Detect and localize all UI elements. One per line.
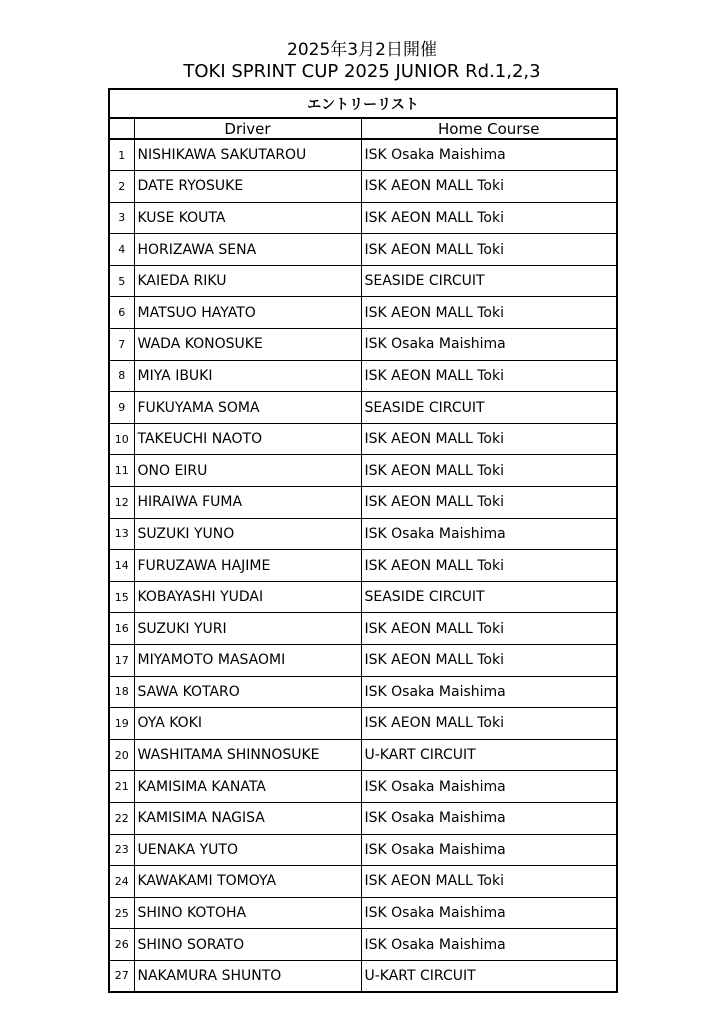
- column-header-number: [109, 118, 134, 139]
- home-course: SEASIDE CIRCUIT: [361, 392, 617, 424]
- driver-name: NISHIKAWA SAKUTAROU: [134, 139, 361, 171]
- driver-name: KAMISIMA KANATA: [134, 771, 361, 803]
- home-course: ISK AEON MALL Toki: [361, 866, 617, 898]
- home-course: SEASIDE CIRCUIT: [361, 265, 617, 297]
- driver-name: MIYA IBUKI: [134, 360, 361, 392]
- table-row: [109, 455, 617, 487]
- entry-number: 3: [109, 202, 134, 234]
- table-row: [109, 392, 617, 424]
- driver-name: SUZUKI YUNO: [134, 518, 361, 550]
- driver-name: SHINO KOTOHA: [134, 897, 361, 929]
- entry-number: 1: [109, 139, 134, 171]
- entry-number: 26: [109, 929, 134, 961]
- table-row: [109, 676, 617, 708]
- entry-number: 18: [109, 676, 134, 708]
- driver-name: FURUZAWA HAJIME: [134, 550, 361, 582]
- entry-number: 27: [109, 960, 134, 992]
- entry-number: 8: [109, 360, 134, 392]
- table-row: [109, 960, 617, 992]
- table-row: [109, 487, 617, 519]
- column-header-home-course: Home Course: [361, 118, 617, 139]
- home-course: ISK Osaka Maishima: [361, 897, 617, 929]
- entry-number: 7: [109, 329, 134, 361]
- driver-name: SUZUKI YURI: [134, 613, 361, 645]
- table-row: [109, 297, 617, 329]
- entry-number: 17: [109, 645, 134, 677]
- table-row: [109, 581, 617, 613]
- home-course: SEASIDE CIRCUIT: [361, 581, 617, 613]
- table-caption-row: [109, 89, 617, 118]
- home-course: ISK Osaka Maishima: [361, 929, 617, 961]
- entry-number: 4: [109, 234, 134, 266]
- driver-name: KAWAKAMI TOMOYA: [134, 866, 361, 898]
- table-row: [109, 423, 617, 455]
- driver-name: WADA KONOSUKE: [134, 329, 361, 361]
- home-course: ISK AEON MALL Toki: [361, 202, 617, 234]
- entry-number: 16: [109, 613, 134, 645]
- table-row: [109, 329, 617, 361]
- driver-name: NAKAMURA SHUNTO: [134, 960, 361, 992]
- entry-number: 24: [109, 866, 134, 898]
- table-row: [109, 802, 617, 834]
- table-row: [109, 866, 617, 898]
- table-row: [109, 929, 617, 961]
- home-course: U-KART CIRCUIT: [361, 960, 617, 992]
- table-row: [109, 171, 617, 203]
- driver-name: TAKEUCHI NAOTO: [134, 423, 361, 455]
- home-course: ISK Osaka Maishima: [361, 139, 617, 171]
- home-course: ISK Osaka Maishima: [361, 518, 617, 550]
- entry-number: 15: [109, 581, 134, 613]
- column-header-driver: Driver: [134, 118, 361, 139]
- event-title: TOKI SPRINT CUP 2025 JUNIOR Rd.1,2,3: [183, 61, 541, 82]
- home-course: ISK Osaka Maishima: [361, 834, 617, 866]
- driver-name: WASHITAMA SHINNOSUKE: [134, 739, 361, 771]
- home-course: ISK Osaka Maishima: [361, 771, 617, 803]
- driver-name: OYA KOKI: [134, 708, 361, 740]
- home-course: ISK AEON MALL Toki: [361, 297, 617, 329]
- table-row: [109, 613, 617, 645]
- table-row: [109, 265, 617, 297]
- driver-name: KOBAYASHI YUDAI: [134, 581, 361, 613]
- home-course: ISK AEON MALL Toki: [361, 171, 617, 203]
- driver-name: HIRAIWA FUMA: [134, 487, 361, 519]
- table-row: [109, 708, 617, 740]
- driver-name: SHINO SORATO: [134, 929, 361, 961]
- home-course: U-KART CIRCUIT: [361, 739, 617, 771]
- entry-number: 25: [109, 897, 134, 929]
- table-row: [109, 645, 617, 677]
- driver-name: SAWA KOTARO: [134, 676, 361, 708]
- entry-number: 2: [109, 171, 134, 203]
- driver-name: FUKUYAMA SOMA: [134, 392, 361, 424]
- driver-name: KAIEDA RIKU: [134, 265, 361, 297]
- table-header-row: [109, 118, 617, 139]
- home-course: ISK AEON MALL Toki: [361, 423, 617, 455]
- entry-number: 11: [109, 455, 134, 487]
- driver-name: HORIZAWA SENA: [134, 234, 361, 266]
- table-body: [109, 139, 617, 992]
- table-row: [109, 518, 617, 550]
- entry-number: 10: [109, 423, 134, 455]
- table-caption: エントリーリスト: [109, 89, 617, 118]
- entry-number: 23: [109, 834, 134, 866]
- table-row: [109, 739, 617, 771]
- driver-name: MIYAMOTO MASAOMI: [134, 645, 361, 677]
- home-course: ISK AEON MALL Toki: [361, 645, 617, 677]
- entry-number: 14: [109, 550, 134, 582]
- entry-number: 21: [109, 771, 134, 803]
- table-row: [109, 771, 617, 803]
- entry-list-table: [108, 88, 618, 993]
- home-course: ISK AEON MALL Toki: [361, 613, 617, 645]
- table-row: [109, 360, 617, 392]
- entry-number: 22: [109, 802, 134, 834]
- driver-name: KUSE KOUTA: [134, 202, 361, 234]
- entry-number: 20: [109, 739, 134, 771]
- home-course: ISK AEON MALL Toki: [361, 360, 617, 392]
- table-row: [109, 234, 617, 266]
- driver-name: MATSUO HAYATO: [134, 297, 361, 329]
- home-course: ISK Osaka Maishima: [361, 329, 617, 361]
- table-row: [109, 139, 617, 171]
- driver-name: DATE RYOSUKE: [134, 171, 361, 203]
- table-row: [109, 897, 617, 929]
- home-course: ISK AEON MALL Toki: [361, 455, 617, 487]
- home-course: ISK AEON MALL Toki: [361, 487, 617, 519]
- home-course: ISK Osaka Maishima: [361, 676, 617, 708]
- driver-name: KAMISIMA NAGISA: [134, 802, 361, 834]
- entry-number: 13: [109, 518, 134, 550]
- document-heading: [0, 40, 724, 82]
- event-date: 2025年3月2日開催: [287, 40, 437, 60]
- home-course: ISK AEON MALL Toki: [361, 550, 617, 582]
- entry-number: 19: [109, 708, 134, 740]
- driver-name: UENAKA YUTO: [134, 834, 361, 866]
- table-row: [109, 202, 617, 234]
- home-course: ISK AEON MALL Toki: [361, 234, 617, 266]
- table-row: [109, 550, 617, 582]
- entry-number: 9: [109, 392, 134, 424]
- entry-number: 5: [109, 265, 134, 297]
- driver-name: ONO EIRU: [134, 455, 361, 487]
- entry-number: 6: [109, 297, 134, 329]
- home-course: ISK AEON MALL Toki: [361, 708, 617, 740]
- entry-number: 12: [109, 487, 134, 519]
- table-row: [109, 834, 617, 866]
- home-course: ISK Osaka Maishima: [361, 802, 617, 834]
